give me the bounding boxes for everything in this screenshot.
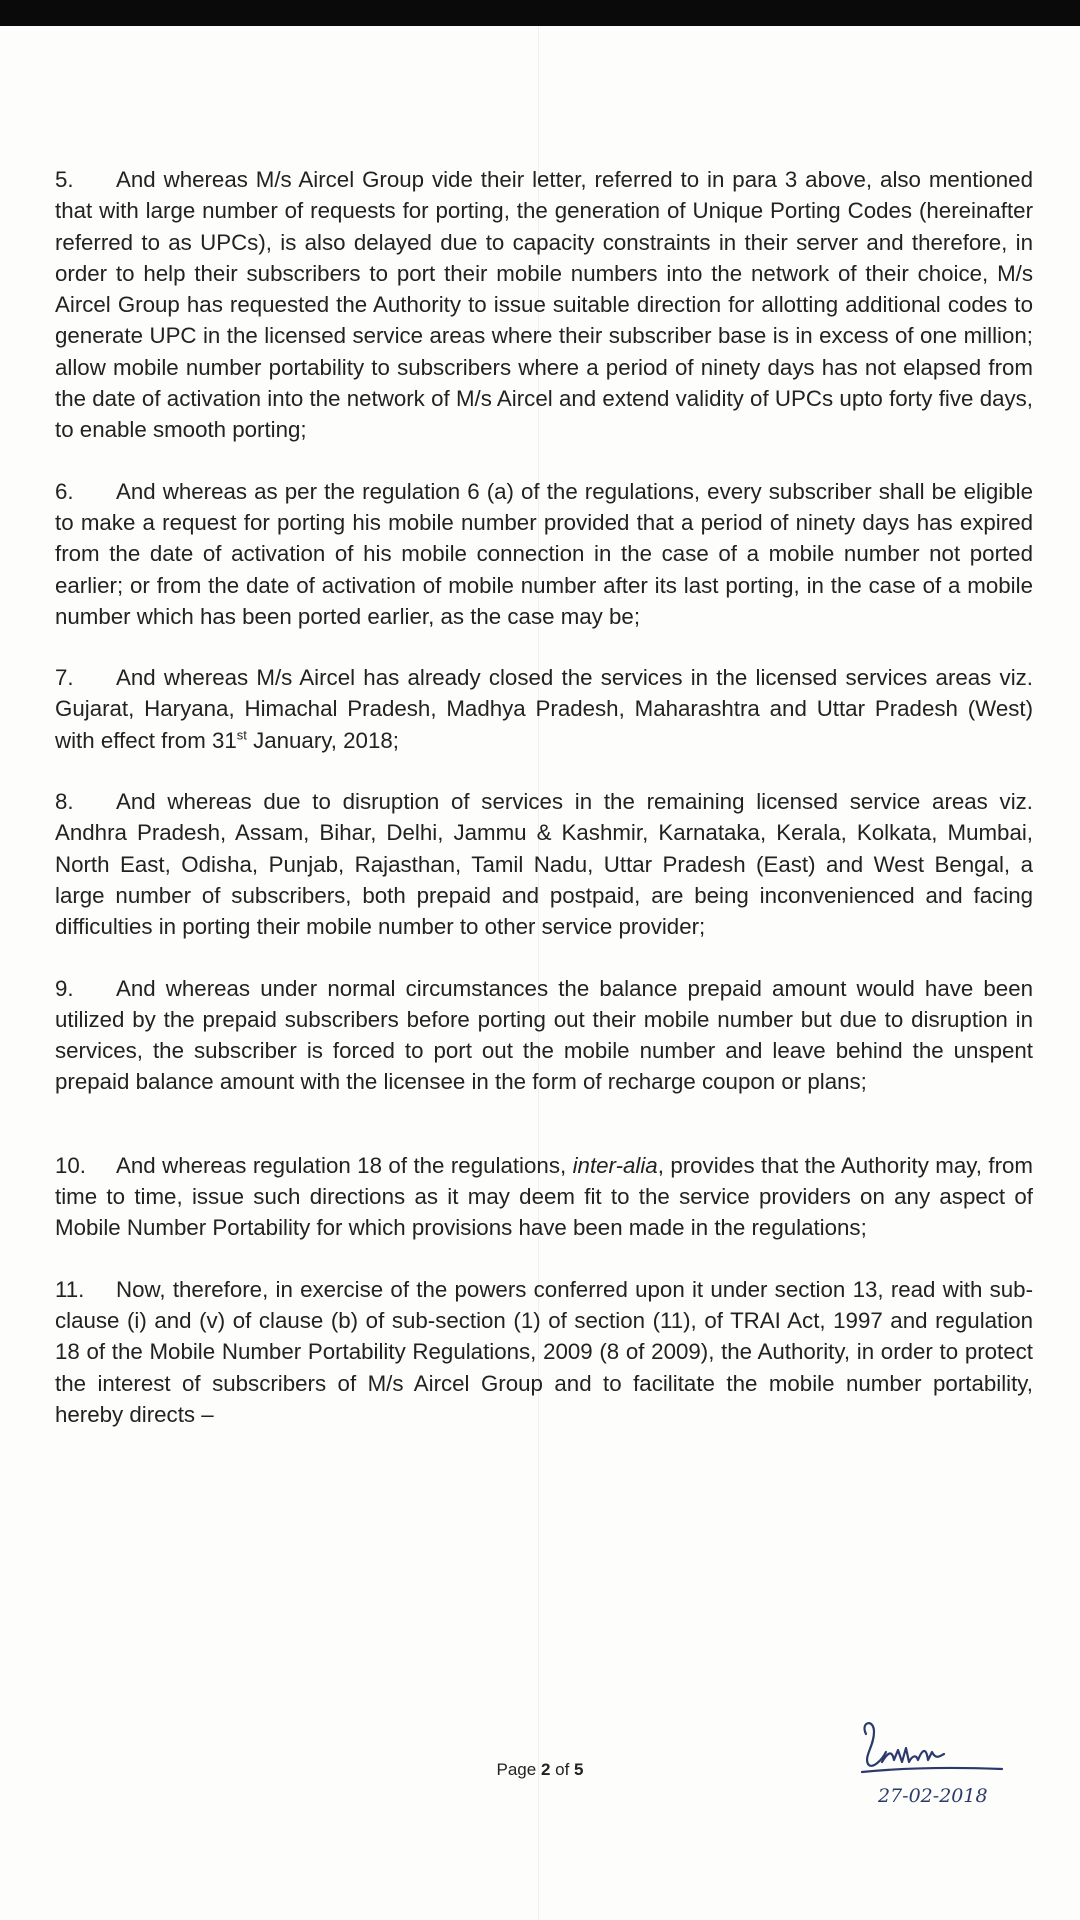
signature-scrawl — [882, 1748, 944, 1762]
ordinal-suffix: st — [236, 727, 247, 743]
top-black-bar — [0, 0, 1080, 26]
paragraph-text: And whereas M/s Aircel has already closed the services in the licensed services areas viz. Gujarat, Haryana, Himachal Pradesh, Madhya Pradesh, Maharashtra and Uttar Pradesh (West) with effect from 31 — [55, 665, 1033, 753]
paragraph-text: And whereas due to disruption of services in the remaining licensed service areas viz. Andhra Pradesh, Assam, Bihar, Delhi, Jammu & Kashmir, Karnataka, Kerala, Kolkata, Mumbai, North East, Odisha, Punjab, Rajasthan, Tamil Nadu, Uttar Pradesh (East) and West Bengal, a large number of subscribers, both prepaid and postpaid, are being inconvenienced and facing difficulties in porting their mobile number to other service provider; — [55, 789, 1033, 940]
paragraph-text: And whereas as per the regulation 6 (a) of the regulations, every subscriber shall be eligible to make a request for porting his mobile number provided that a period of ninety days has expired from the date of activation of his mobile connection in the case of a mobile number not ported earlier; or from the date of activation of mobile number after its last porting, in the case of a mobile number which has been ported earlier, as the case may be; — [55, 478, 1033, 629]
paragraph-8 — [55, 786, 1033, 942]
paragraph-text-end: January, 2018; — [246, 727, 399, 753]
paragraph-text: And whereas M/s Aircel Group vide their letter, referred to in para 3 above, also mentioned that with large number of requests for porting, the generation of Unique Porting Codes (hereinafter referred to as UPCs), is also delayed due to capacity constraints in their server and therefore, in order to help their subscribers to port their mobile numbers into the network of their choice, M/s Aircel Group has requested the Authority to issue suitable direction for allotting additional codes to generate UPC in the licensed service areas where their subscriber base is in excess of one million; allow mobile number portability to subscribers where a period of ninety days has not elapsed from the date of activation into the network of M/s Aircel and extend validity of UPCs upto forty five days, to enable smooth porting; — [55, 167, 1033, 443]
paragraph-text: Now, therefore, in exercise of the powers conferred upon it under section 13, read with sub-clause (i) and (v) of clause (b) of sub-section (1) of section (11), of TRAI Act, 1997 and regulation 18 of the Mobile Number Portability Regulations, 2009 (8 of 2009), the Authority, in order to protect the interest of subscribers of M/s Aircel Group and to facilitate the mobile number portability, hereby directs – — [55, 1276, 1033, 1427]
paragraph-number: 9. — [55, 975, 74, 1001]
paragraph-number: 7. — [55, 665, 74, 691]
document-body — [55, 164, 1033, 1460]
paragraph-text: And whereas under normal circumstances the balance prepaid amount would have been utilized by the prepaid subscribers before porting out their mobile number but due to disruption in services, the subscriber is forced to port out the mobile number and leave behind the unspent prepaid balance amount with the licensee in the form of recharge coupon or plans; — [55, 975, 1033, 1095]
handwritten-signature — [852, 1716, 1012, 1816]
signature-date: 27-02-2018 — [878, 1785, 988, 1807]
page-label: Page — [496, 1760, 541, 1779]
paragraph-9 — [55, 973, 1033, 1098]
current-page: 2 — [540, 1760, 551, 1779]
paragraph-number: 10. — [55, 1152, 86, 1178]
paragraph-10 — [55, 1150, 1033, 1244]
paragraph-6 — [55, 476, 1033, 632]
paragraph-11 — [55, 1274, 1033, 1430]
signature-underline — [862, 1768, 1002, 1772]
total-pages: 5 — [574, 1760, 584, 1779]
paragraph-number: 5. — [55, 167, 74, 192]
paragraph-text: And whereas regulation 18 of the regulations, — [116, 1152, 573, 1178]
paragraph-5 — [55, 164, 1033, 446]
paragraph-text-end: , provides that the Authority may, from time to time, issue such directions as it may deem fit to the service providers on any aspect of Mobile Number Portability for which provisions have been made in the regulations; — [55, 1152, 1033, 1241]
paragraph-number: 8. — [55, 789, 74, 815]
paragraph-7 — [55, 662, 1033, 756]
document-page — [0, 26, 1080, 1920]
italic-term: inter-alia — [572, 1152, 658, 1178]
paragraph-number: 11. — [55, 1276, 85, 1302]
page-of-label: of — [550, 1760, 575, 1779]
paragraph-number: 6. — [55, 478, 74, 504]
